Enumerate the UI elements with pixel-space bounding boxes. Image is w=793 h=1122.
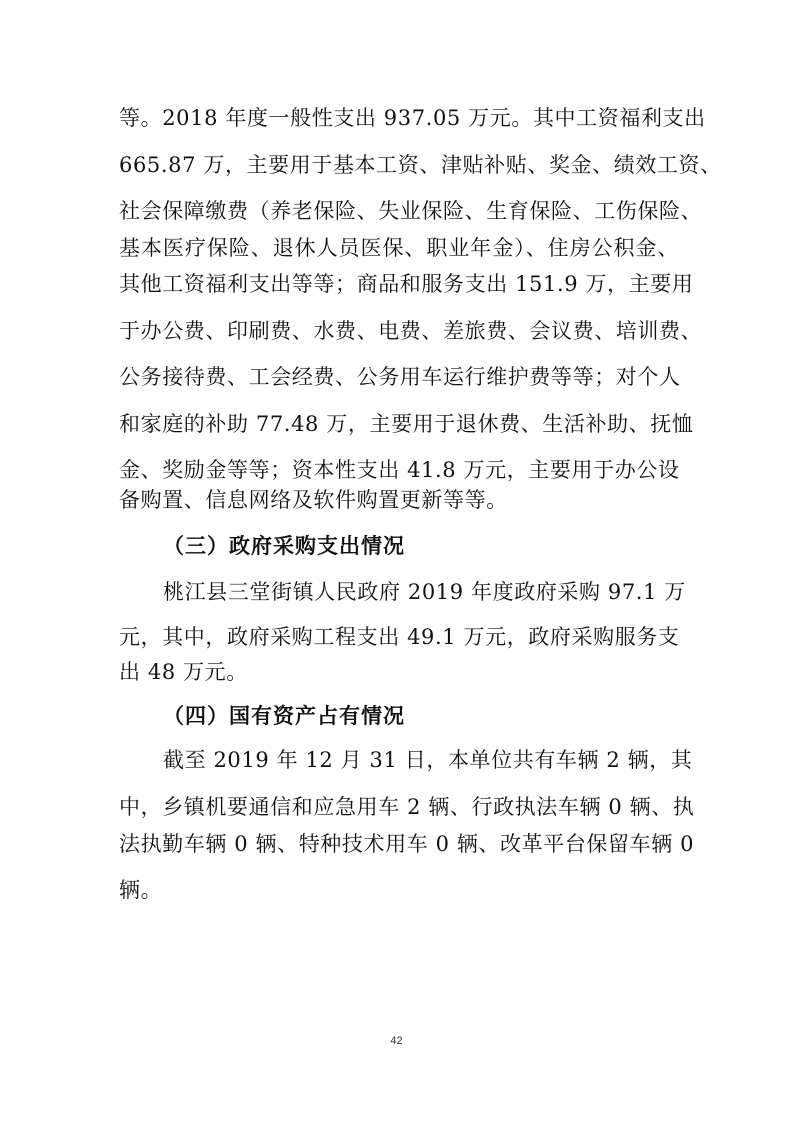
paragraph-line: 金、奖励金等等；资本性支出 41.8 万元，主要用于办公设 (119, 458, 680, 482)
paragraph-line: 备购置、信息网络及软件购置更新等等。 (119, 488, 508, 512)
paragraph-line: 出 48 万元。 (119, 660, 248, 684)
paragraph-line: 和家庭的补助 77.48 万，主要用于退休费、生活补助、抚恤 (119, 412, 694, 436)
paragraph-line: 其他工资福利支出等等；商品和服务支出 151.9 万，主要用 (119, 272, 694, 296)
paragraph-line: 法执勤车辆 0 辆、特种技术用车 0 辆、改革平台保留车辆 0 (119, 832, 695, 856)
paragraph-line: 截至 2019 年 12 月 31 日，本单位共有车辆 2 辆，其 (163, 748, 693, 772)
paragraph-line: 中，乡镇机要通信和应急用车 2 辆、行政执法车辆 0 辆、执 (119, 795, 695, 819)
paragraph-line: 基本医疗保险、退休人员医保、职业年金）、住房公积金、 (119, 236, 679, 260)
paragraph-line: 等。2018 年度一般性支出 937.05 万元。其中工资福利支出 (119, 106, 706, 130)
paragraph-line: 辆。 (119, 878, 163, 902)
section-heading: （三）政府采购支出情况 (163, 534, 405, 558)
paragraph-line: 公务接待费、工会经费、公务用车运行维护费等等；对个人 (119, 365, 681, 389)
paragraph-line: 665.87 万，主要用于基本工资、津贴补贴、奖金、绩效工资、 (119, 153, 722, 177)
paragraph-line: 元，其中，政府采购工程支出 49.1 万元，政府采购服务支 (119, 625, 680, 649)
paragraph-line: 社会保障缴费（养老保险、失业保险、生育保险、工伤保险、 (119, 199, 703, 223)
paragraph-line: 桃江县三堂街镇人民政府 2019 年度政府采购 97.1 万 (163, 580, 686, 604)
paragraph-line: 于办公费、印刷费、水费、电费、差旅费、会议费、培训费、 (119, 319, 703, 343)
section-heading: （四）国有资产占有情况 (163, 704, 405, 728)
page-number: 42 (390, 1035, 403, 1047)
